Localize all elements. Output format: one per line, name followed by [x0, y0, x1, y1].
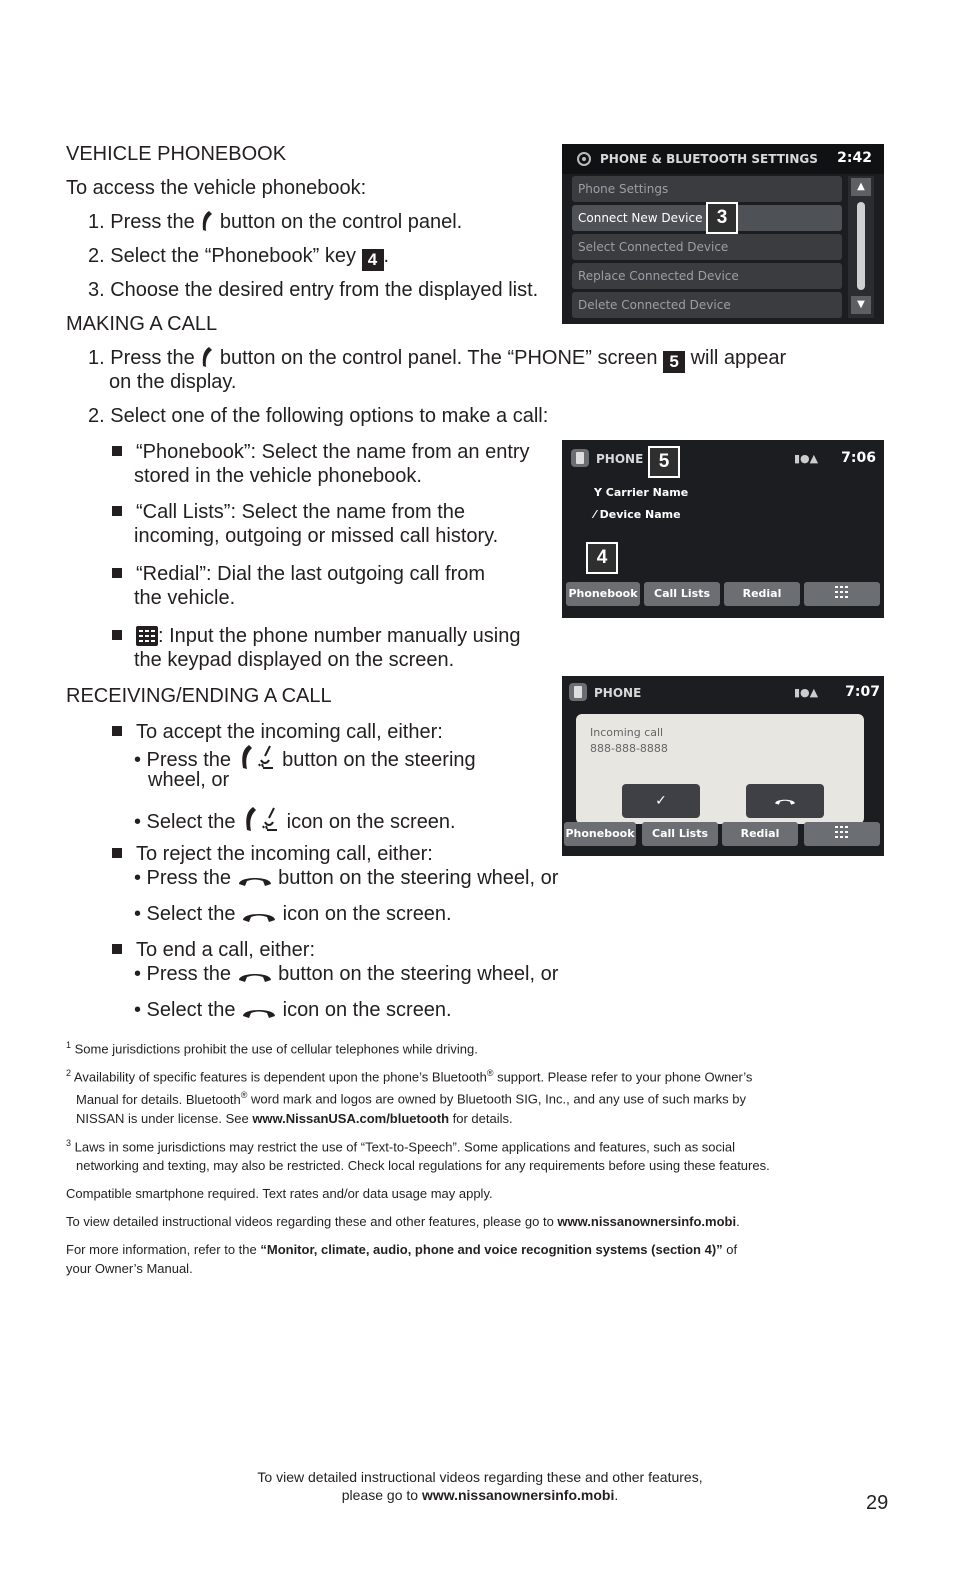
bullet-text: button on the steering wheel, or: [272, 867, 559, 889]
menu-phone-settings[interactable]: Phone Settings: [572, 176, 842, 202]
end-text: To end a call, either:: [136, 939, 315, 961]
footer-text: .: [614, 1487, 619, 1503]
option-keypad-line-2: the keypad displayed on the screen.: [134, 649, 455, 671]
bullet-text: button on the steering: [276, 749, 476, 771]
hang-up-icon: [241, 1004, 277, 1020]
status-icons: ▮●▲: [794, 686, 819, 699]
bluetooth-link[interactable]: www.NissanUSA.com/bluetooth: [252, 1110, 450, 1126]
bullet-text: • Select the: [134, 999, 242, 1021]
reject-press: [134, 866, 558, 890]
making-call-step-1-line-2: on the display.: [109, 371, 237, 393]
bullet-square-icon: [112, 630, 122, 640]
scrollbar[interactable]: [848, 176, 874, 318]
accept-call-button[interactable]: ✓: [622, 784, 700, 818]
carrier-text: Carrier Name: [605, 486, 689, 499]
incoming-call-label: Incoming call: [590, 726, 664, 739]
redial-button[interactable]: Redial: [724, 582, 800, 606]
phonebook-button[interactable]: Phonebook: [564, 822, 636, 846]
phonebook-step-3: 3. Choose the desired entry from the displayed list.: [88, 279, 539, 301]
footnote-number: 2: [66, 1068, 72, 1078]
bullet-text: • Select the: [134, 903, 242, 925]
footnote-text: networking and texting, may also be restricted. Check local regulations for any requirements before using these features.: [76, 1158, 770, 1174]
phone-app-icon: [570, 448, 590, 468]
owners-info-link[interactable]: www.nissanownersinfo.mobi: [557, 1214, 737, 1229]
caller-number: 888-888-8888: [590, 742, 668, 755]
section-title-making-call: MAKING A CALL: [66, 313, 218, 335]
scroll-up-icon[interactable]: ▲: [851, 178, 871, 196]
reject-heading: [112, 842, 433, 866]
footnote-2: [66, 1064, 886, 1128]
footnote-number: 1: [66, 1040, 72, 1050]
settings-screenshot: [562, 144, 884, 324]
footnote-3: [66, 1134, 886, 1175]
phone-icon: ⁄: [594, 508, 600, 521]
incoming-call-dialog: [576, 714, 864, 824]
scroll-down-icon[interactable]: ▼: [851, 296, 871, 314]
bullet-square-icon: [112, 446, 122, 456]
footer-link[interactable]: www.nissanownersinfo.mobi: [421, 1487, 615, 1503]
end-call-button[interactable]: [746, 784, 824, 818]
phone-header: [562, 676, 884, 710]
footnote-text: .: [736, 1214, 740, 1229]
phonebook-intro: To access the vehicle phonebook:: [66, 177, 367, 199]
call-lists-button[interactable]: Call Lists: [642, 822, 718, 846]
option-redial: [112, 562, 485, 586]
callout-key-4: 4: [362, 249, 384, 271]
keypad-icon: [136, 626, 158, 646]
footnote-1: [66, 1036, 886, 1058]
redial-button[interactable]: Redial: [722, 822, 798, 846]
footer-line-1: To view detailed instructional videos regarding these and other features,: [257, 1469, 703, 1485]
option-text: : Input the phone number manually using: [158, 625, 521, 647]
option-phonebook: [112, 440, 530, 464]
reject-select: [134, 902, 452, 926]
making-call-step-2: 2. Select one of the following options to make a call:: [88, 405, 549, 427]
phone-header: [562, 440, 884, 476]
footnote-text: For more information, refer to the: [66, 1242, 261, 1257]
clock: 7:06: [841, 450, 876, 466]
bullet-text: • Press the: [134, 963, 237, 985]
accept-press-line-2: wheel, or: [148, 769, 230, 791]
status-icons: ▮●▲: [794, 452, 819, 465]
hang-up-icon: [237, 968, 273, 984]
videos-note: [66, 1212, 886, 1231]
clock: 7:07: [845, 684, 880, 700]
footnote-text: Manual for details. Bluetooth: [76, 1091, 241, 1107]
phone-icon: [200, 210, 214, 232]
option-text: “Redial”: Dial the last outgoing call from: [136, 563, 486, 585]
phone-icon: [200, 346, 214, 368]
bullet-text: • Press the: [134, 749, 237, 771]
footnote-text: support. Please refer to your phone Owner’s: [493, 1069, 753, 1085]
keypad-button[interactable]: [804, 582, 880, 606]
making-call-step-1: [88, 346, 786, 373]
end-press: [134, 962, 558, 986]
bullet-square-icon: [112, 726, 122, 736]
more-info-note: [66, 1240, 886, 1278]
bullet-text: icon on the screen.: [277, 999, 452, 1021]
screen-title: PHONE: [594, 686, 642, 700]
call-lists-button[interactable]: Call Lists: [644, 582, 720, 606]
callout-key-5: 5: [663, 351, 685, 373]
footnote-text: of: [722, 1242, 738, 1257]
accept-select: [134, 806, 456, 834]
footnote-text: Availability of specific features is dependent upon the phone’s Bluetooth: [71, 1069, 487, 1085]
screen-title: PHONE: [596, 452, 644, 466]
page-number: 29: [866, 1492, 889, 1514]
accept-heading: [112, 720, 443, 744]
option-phonebook-line-2: stored in the vehicle phonebook.: [134, 465, 422, 487]
menu-replace-connected-device[interactable]: Replace Connected Device: [572, 263, 842, 289]
clock: 2:42: [837, 150, 872, 166]
menu-delete-connected-device[interactable]: Delete Connected Device: [572, 292, 842, 318]
voice-call-icon: [237, 744, 277, 770]
section-title-receiving: RECEIVING/ENDING A CALL: [66, 685, 332, 707]
hang-up-icon: [237, 872, 273, 888]
end-heading: [112, 938, 315, 962]
phonebook-button[interactable]: Phonebook: [566, 582, 640, 606]
footnote-text: Some jurisdictions prohibit the use of cellular telephones while driving.: [71, 1041, 478, 1057]
phonebook-step-2: [88, 244, 389, 271]
bullet-text: icon on the screen.: [281, 811, 456, 833]
device-text: Device Name: [599, 508, 681, 521]
keypad-button[interactable]: [804, 822, 880, 846]
section-title-vehicle-phonebook: VEHICLE PHONEBOOK: [66, 143, 287, 165]
step-text: 1. Press the: [88, 347, 201, 369]
footnote-text: Laws in some jurisdictions may restrict the use of “Text-to-Speech”. Some applications and features, such as social: [71, 1139, 736, 1155]
bullet-text: • Press the: [134, 867, 237, 889]
gear-icon: [576, 151, 592, 167]
footer-line-2: [0, 1486, 960, 1504]
footnote-text: To view detailed instructional videos regarding these and other features, please go to: [66, 1214, 558, 1229]
callout-badge-5: 5: [648, 446, 680, 478]
phonebook-step-1: [88, 210, 462, 234]
footnote-text: word mark and logos are owned by Bluetooth SIG, Inc., and any use of such marks by: [247, 1091, 747, 1107]
registered-mark: ®: [486, 1068, 494, 1078]
manual-section-reference: “Monitor, climate, audio, phone and voice recognition systems (section 4)”: [260, 1242, 723, 1257]
footnote-text: your Owner’s Manual.: [66, 1261, 193, 1276]
signal-icon: Y: [594, 486, 606, 499]
keypad-icon: [835, 586, 849, 598]
voice-call-icon: [241, 806, 281, 832]
hang-up-icon: [774, 796, 796, 806]
footnote-text: for details.: [449, 1110, 513, 1126]
bullet-text: • Select the: [134, 811, 242, 833]
phone-screenshot: [562, 440, 884, 618]
option-call-lists: [112, 500, 465, 524]
footnote-text: NISSAN is under license. See: [76, 1110, 253, 1126]
registered-mark: ®: [240, 1090, 248, 1101]
bullet-square-icon: [112, 848, 122, 858]
bullet-square-icon: [112, 568, 122, 578]
compatibility-note: Compatible smartphone required. Text rates and/or data usage may apply.: [66, 1186, 493, 1201]
option-text: “Phonebook”: Select the name from an entry: [136, 441, 530, 463]
option-keypad: [112, 624, 520, 648]
footer-text: please go to: [341, 1487, 422, 1503]
step-text: will appear: [685, 347, 787, 369]
step-text: 2. Select the “Phonebook” key: [88, 245, 362, 267]
bullet-square-icon: [112, 944, 122, 954]
menu-connect-new-device[interactable]: Connect New Device: [572, 205, 842, 231]
keypad-icon: [835, 826, 849, 838]
incoming-call-screenshot: [562, 676, 884, 856]
callout-badge-4: 4: [586, 542, 618, 574]
step-text: .: [383, 245, 390, 267]
phone-app-icon: [568, 682, 588, 702]
bullet-text: icon on the screen.: [277, 903, 452, 925]
carrier-name: [594, 486, 688, 499]
scroll-thumb[interactable]: [857, 202, 865, 290]
callout-badge-3: 3: [706, 202, 738, 234]
footnote-number: 3: [66, 1138, 72, 1148]
screen-title: PHONE & BLUETOOTH SETTINGS: [600, 152, 818, 166]
end-select: [134, 998, 452, 1022]
step-text: 1. Press the: [88, 211, 201, 233]
hang-up-icon: [241, 908, 277, 924]
option-call-lists-line-2: incoming, outgoing or missed call history.: [134, 525, 499, 547]
step-text: button on the control panel.: [214, 211, 463, 233]
step-text: button on the control panel. The “PHONE” screen: [214, 347, 664, 369]
reject-text: To reject the incoming call, either:: [136, 843, 433, 865]
bullet-text: button on the steering wheel, or: [272, 963, 559, 985]
settings-header: [562, 144, 884, 174]
device-name: [594, 508, 681, 521]
option-redial-line-2: the vehicle.: [134, 587, 236, 609]
bullet-square-icon: [112, 506, 122, 516]
menu-select-connected-device[interactable]: Select Connected Device: [572, 234, 842, 260]
option-text: “Call Lists”: Select the name from the: [136, 501, 466, 523]
accept-text: To accept the incoming call, either:: [136, 721, 443, 743]
